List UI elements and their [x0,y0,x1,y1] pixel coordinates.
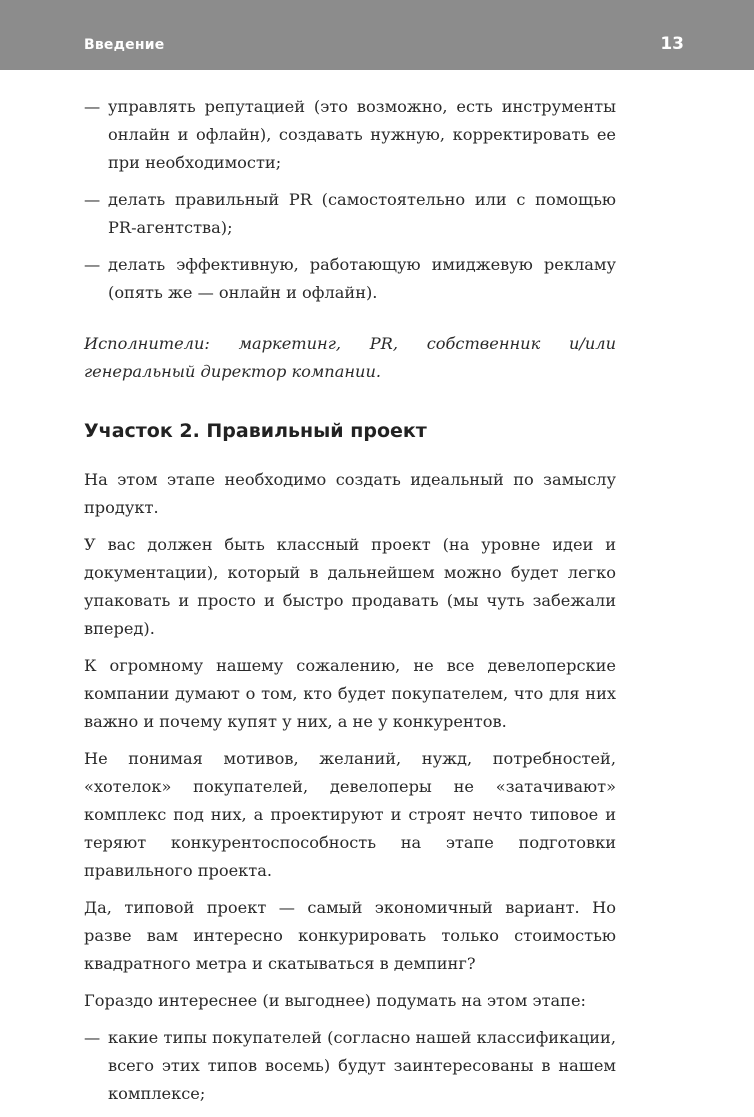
list-item [84,93,616,177]
paragraph: К огромному нашему сожалению, не все девелоперские компании думают о том, кто будет покупателем, что для них важно и почему купят у них, а не у конкурентов. [84,656,616,731]
bullet-dash: — [84,1028,101,1047]
list-item [84,1024,616,1108]
bullet-dash: — [84,255,101,274]
bullet-dash: — [84,190,101,209]
paragraph: Да, типовой проект — самый экономичный вариант. Но разве вам интересно конкурировать только стоимостью квадратного метра и скатываться в демпинг? [84,898,616,973]
section-heading: Участок 2. Правильный проект [84,420,427,442]
paragraph: Гораздо интереснее (и выгоднее) подумать на этом этапе: [84,991,586,1010]
page-header [0,0,754,70]
paragraph: Не понимая мотивов, желаний, нужд, потребностей, «хотелок» покупателей, девелоперы не «затачивают» комплекс под них, а проектируют и строят нечто типовое и теряют конкурентоспособность на этапе подготовки правильного проекта. [84,749,616,880]
list-item-text: делать эффективную, работающую имиджевую рекламу (опять же — онлайн и офлайн). [108,255,616,302]
executors-note: Исполнители: маркетинг, PR, собственник и/или генеральный директор компании. [84,334,616,381]
list-item [84,251,616,307]
paragraph: На этом этапе необходимо создать идеальный по замыслу продукт. [84,470,616,517]
list-item-text: делать правильный PR (самостоятельно или с помощью PR-агентства); [108,190,616,237]
list-item-text: управлять репутацией (это возможно, есть инструменты онлайн и офлайн), создавать нужную, корректировать ее при необходимости; [108,97,616,172]
paragraph: У вас должен быть классный проект (на уровне идеи и документации), который в дальнейшем можно будет легко упаковать и просто и быстро продавать (мы чуть забежали вперед). [84,535,616,638]
page-content [84,93,616,1117]
list-item [84,186,616,242]
page-number: 13 [660,34,684,54]
chapter-title: Введение [84,37,165,53]
bullet-dash: — [84,97,101,116]
list-item-text: какие типы покупателей (согласно нашей классификации, всего этих типов восемь) будут заинтересованы в нашем комплексе; [108,1028,616,1103]
